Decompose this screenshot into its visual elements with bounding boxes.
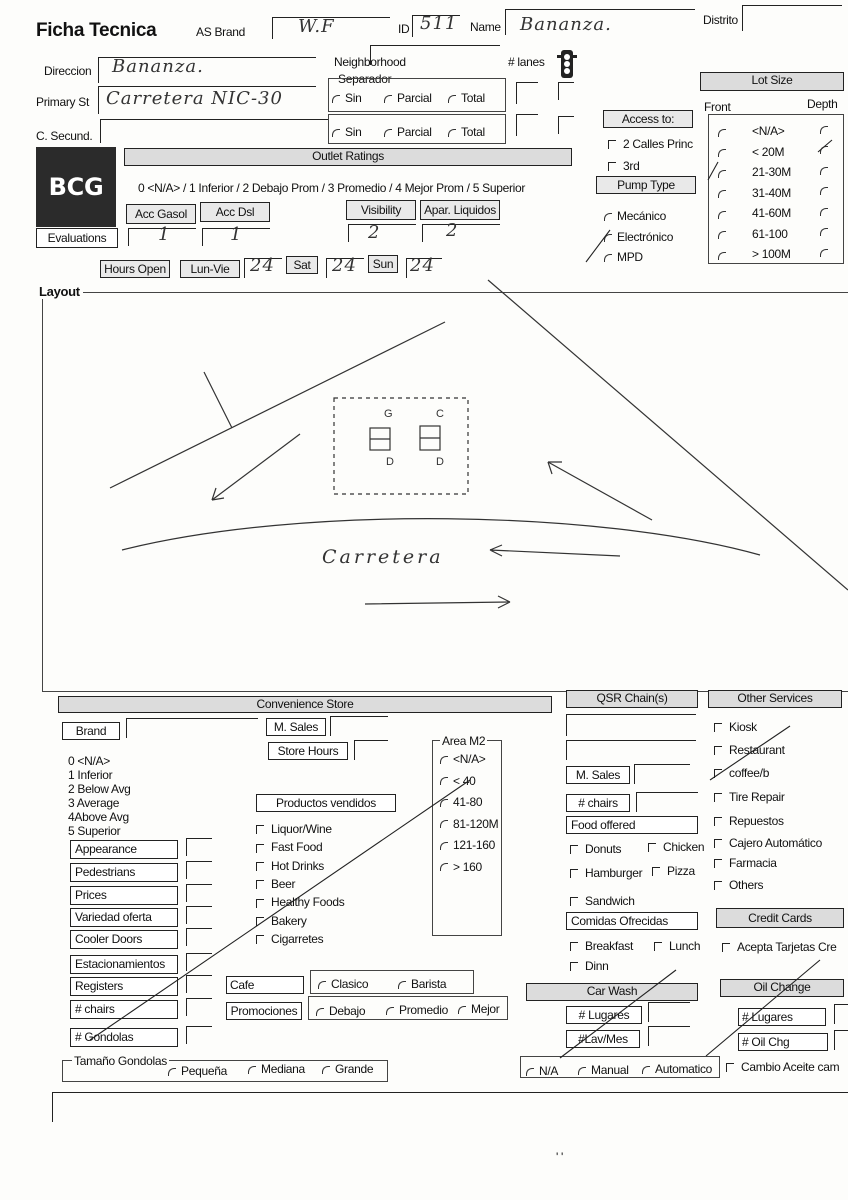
sep1-parcial[interactable]: Parcial bbox=[384, 91, 432, 105]
checkbox-icon bbox=[608, 162, 616, 171]
secund-field[interactable] bbox=[100, 119, 328, 143]
sketch-letter-d1: D bbox=[386, 456, 394, 468]
lot-depth-radio[interactable] bbox=[820, 122, 833, 136]
radio-icon bbox=[718, 170, 726, 178]
checkbox-icon bbox=[648, 843, 656, 852]
checkbox-icon bbox=[714, 723, 722, 732]
checkbox-icon bbox=[654, 942, 662, 951]
lot-size-label: 31-40M bbox=[752, 185, 791, 200]
oil-lugares-label: # Lugares bbox=[738, 1008, 826, 1026]
radio-icon bbox=[440, 799, 448, 807]
radio-icon bbox=[718, 231, 726, 239]
tamano-grande[interactable]: Grande bbox=[322, 1062, 373, 1076]
radio-icon bbox=[440, 820, 448, 828]
radio-icon bbox=[322, 1066, 330, 1074]
visibility-field[interactable] bbox=[348, 224, 416, 242]
radio-icon bbox=[448, 95, 456, 103]
lot-size-label: <N/A> bbox=[752, 124, 785, 138]
radio-icon bbox=[718, 190, 726, 198]
sep2-sin[interactable]: Sin bbox=[332, 125, 361, 139]
radio-icon bbox=[332, 95, 340, 103]
producto-checkbox[interactable]: Fast Food bbox=[256, 840, 322, 854]
qsr-title: QSR Chain(s) bbox=[566, 690, 698, 708]
direccion-value: Bananza. bbox=[112, 56, 204, 77]
checkbox-icon bbox=[714, 859, 722, 868]
acc-dsl-value: 1 bbox=[230, 224, 243, 245]
radio-icon bbox=[604, 254, 612, 262]
qsr-msales-label: M. Sales bbox=[566, 766, 630, 784]
evaluations-label: Evaluations bbox=[36, 228, 118, 248]
ratings-scale: 0 <N/A> / 1 Inferior / 2 Debajo Prom / 3 Promedio / 4 Mejor Prom / 5 Superior bbox=[138, 181, 526, 195]
radio-icon bbox=[718, 149, 726, 157]
oil-lugares-field[interactable] bbox=[834, 1004, 848, 1024]
area-radio[interactable]: < 40 bbox=[440, 774, 476, 788]
apar-liquidos-value: 2 bbox=[446, 220, 459, 241]
oil-chg-label: # Oil Chg bbox=[738, 1033, 828, 1051]
radio-icon bbox=[718, 211, 726, 219]
sep1-sin[interactable]: Sin bbox=[332, 91, 361, 105]
promo-mejor[interactable]: Mejor bbox=[458, 1002, 500, 1016]
qsr-chairs-label: # chairs bbox=[566, 794, 630, 812]
radio-icon bbox=[820, 208, 828, 216]
rated-item-field[interactable] bbox=[186, 953, 212, 971]
comida-breakfast[interactable]: Breakfast bbox=[570, 939, 633, 953]
producto-checkbox[interactable]: Bakery bbox=[256, 914, 307, 928]
as-brand-label: AS Brand bbox=[196, 25, 245, 39]
scale-line: 3 Average bbox=[68, 796, 120, 810]
front-label: Front bbox=[704, 100, 731, 114]
producto-checkbox[interactable]: Liquor/Wine bbox=[256, 822, 332, 836]
lot-depth-radio[interactable] bbox=[820, 225, 833, 239]
lot-depth-radio[interactable] bbox=[820, 245, 833, 259]
other-service-checkbox[interactable]: coffee/b bbox=[714, 766, 769, 780]
checkbox-icon bbox=[722, 943, 730, 952]
producto-checkbox[interactable]: Beer bbox=[256, 877, 295, 891]
visibility-value: 2 bbox=[368, 222, 381, 243]
radio-icon bbox=[168, 1068, 176, 1076]
pump-mecanico[interactable]: Mecánico bbox=[604, 209, 666, 223]
neighborhood-label: Neighborhood bbox=[334, 55, 406, 69]
lanes-label: # lanes bbox=[508, 55, 545, 69]
store-msales-label: M. Sales bbox=[266, 718, 326, 736]
comida-dinn[interactable]: Dinn bbox=[570, 959, 608, 973]
lot-size-label: 41-60M bbox=[752, 206, 791, 220]
area-radio[interactable]: <N/A> bbox=[440, 752, 486, 766]
acc-dsl-label: Acc Dsl bbox=[200, 202, 270, 222]
area-radio[interactable]: > 160 bbox=[440, 860, 482, 874]
radio-icon bbox=[332, 129, 340, 137]
promociones-label: Promociones bbox=[226, 1002, 302, 1020]
primary-st-label: Primary St bbox=[36, 95, 90, 109]
carwash-automatico[interactable]: Automatico bbox=[642, 1062, 712, 1076]
checkbox-icon bbox=[256, 825, 264, 834]
id-label: ID bbox=[398, 22, 410, 36]
radio-icon bbox=[604, 234, 612, 242]
bcg-logo: BCG bbox=[36, 147, 116, 227]
rated-item-field[interactable] bbox=[186, 906, 212, 924]
as-brand-value: W.F bbox=[298, 16, 335, 37]
lot-size-label: 61-100 bbox=[752, 226, 788, 241]
scale-line: 2 Below Avg bbox=[68, 782, 131, 796]
cafe-barista[interactable]: Barista bbox=[398, 977, 446, 991]
checkbox-icon bbox=[570, 897, 578, 906]
sketch-letter-c: C bbox=[436, 408, 444, 420]
rated-item-label: # Gondolas bbox=[70, 1028, 178, 1047]
radio-icon bbox=[820, 187, 828, 195]
access-3rd[interactable]: 3rd bbox=[608, 159, 639, 173]
carwash-lavmes-field[interactable] bbox=[648, 1026, 690, 1046]
radio-icon bbox=[718, 252, 726, 260]
radio-icon bbox=[604, 213, 612, 221]
sep2-total[interactable]: Total bbox=[448, 125, 485, 139]
radio-icon bbox=[384, 129, 392, 137]
checkbox-icon bbox=[608, 140, 616, 149]
lot-size-label: < 20M bbox=[752, 144, 785, 159]
sketch-letter-d2: D bbox=[436, 456, 444, 468]
qsr-food-offered-label: Food offered bbox=[566, 816, 698, 834]
acc-gasol-label: Acc Gasol bbox=[126, 204, 196, 224]
area-radio[interactable]: 121-160 bbox=[440, 838, 495, 852]
store-brand-label: Brand bbox=[62, 722, 120, 740]
distrito-label: Distrito bbox=[703, 13, 738, 27]
scale-line: 1 Inferior bbox=[68, 768, 113, 782]
lot-size-label: > 100M bbox=[752, 247, 791, 261]
lot-depth-radio[interactable] bbox=[820, 163, 833, 177]
other-service-checkbox[interactable]: Farmacia bbox=[714, 856, 777, 870]
separador-label: Separador bbox=[338, 72, 392, 86]
qsr-chain-field-2[interactable] bbox=[566, 740, 696, 760]
sketch-road-label: Carretera bbox=[322, 546, 444, 568]
layout-title: Layout bbox=[36, 284, 83, 299]
sat-value: 24 bbox=[332, 255, 357, 276]
checkbox-icon bbox=[256, 935, 264, 944]
radio-icon bbox=[718, 129, 726, 137]
other-service-checkbox[interactable]: Kiosk bbox=[714, 720, 757, 734]
checkbox-icon bbox=[570, 869, 578, 878]
rated-item-label: Prices bbox=[70, 886, 178, 905]
radio-icon bbox=[440, 777, 448, 785]
oil-chg-field[interactable] bbox=[834, 1030, 848, 1050]
lot-depth-radio[interactable] bbox=[820, 184, 833, 198]
rated-item-field[interactable] bbox=[186, 975, 212, 993]
cafe-label: Cafe bbox=[226, 976, 304, 994]
apar-liquidos-field[interactable] bbox=[422, 224, 500, 242]
lot-depth-radio[interactable] bbox=[820, 143, 833, 157]
convenience-store-title: Convenience Store bbox=[58, 696, 552, 713]
checkbox-icon bbox=[714, 839, 722, 848]
secund-label: C. Secund. bbox=[36, 129, 93, 143]
store-msales-field[interactable] bbox=[330, 716, 388, 736]
checkbox-icon bbox=[256, 917, 264, 926]
lot-size-title: Lot Size bbox=[700, 72, 844, 91]
rated-item-field[interactable] bbox=[186, 838, 212, 856]
lun-vie-label: Lun-Vie bbox=[180, 260, 240, 278]
lot-front-radio[interactable] bbox=[718, 146, 731, 160]
name-label: Name bbox=[470, 20, 501, 34]
lanes-field-2[interactable] bbox=[558, 82, 574, 100]
producto-checkbox[interactable]: Cigarretes bbox=[256, 932, 323, 946]
comida-lunch[interactable]: Lunch bbox=[654, 939, 700, 953]
tamano-label: Tamaño Gondolas bbox=[74, 1054, 167, 1068]
distrito-field[interactable] bbox=[742, 5, 842, 31]
carwash-lugares-label: # Lugares bbox=[566, 1006, 642, 1024]
name-value: Bananza. bbox=[520, 14, 612, 35]
lun-vie-value: 24 bbox=[250, 255, 275, 276]
id-value: 511 bbox=[420, 13, 458, 34]
tamano-pequena[interactable]: Pequeña bbox=[168, 1064, 227, 1078]
traffic-light-icon bbox=[556, 48, 578, 80]
lot-front-radio[interactable] bbox=[718, 125, 731, 139]
cafe-clasico[interactable]: Clasico bbox=[318, 977, 368, 991]
credit-acepta[interactable]: Acepta Tarjetas Cre bbox=[722, 940, 836, 954]
comidas-label: Comidas Ofrecidas bbox=[566, 912, 698, 930]
apar-liquidos-label: Apar. Liquidos bbox=[420, 200, 500, 220]
rated-item-label: Cooler Doors bbox=[70, 930, 178, 949]
acc-gasol-value: 1 bbox=[158, 224, 171, 245]
carwash-lugares-field[interactable] bbox=[648, 1002, 690, 1022]
lot-front-radio[interactable] bbox=[718, 248, 731, 262]
checkbox-icon bbox=[256, 862, 264, 871]
checkbox-icon bbox=[652, 867, 660, 876]
hours-open-label: Hours Open bbox=[100, 260, 170, 278]
promo-promedio[interactable]: Promedio bbox=[386, 1003, 448, 1017]
promo-debajo[interactable]: Debajo bbox=[316, 1004, 365, 1018]
area-radio[interactable]: 81-120M bbox=[440, 817, 498, 831]
rated-item-label: Estacionamientos bbox=[70, 955, 178, 974]
checkbox-icon bbox=[714, 817, 722, 826]
comments-field[interactable] bbox=[52, 1092, 848, 1122]
sep2-parcial[interactable]: Parcial bbox=[384, 125, 432, 139]
radio-icon bbox=[820, 146, 828, 154]
other-services-title: Other Services bbox=[708, 690, 842, 708]
store-scale-list bbox=[68, 754, 131, 838]
qsr-msales-field[interactable] bbox=[634, 764, 690, 784]
pump-mpd[interactable]: MPD bbox=[604, 250, 643, 264]
pump-type-title: Pump Type bbox=[596, 176, 696, 194]
footer-mark: ' ' bbox=[556, 1150, 564, 1164]
lot-front-radio[interactable] bbox=[718, 187, 731, 201]
radio-icon bbox=[440, 842, 448, 850]
qsr-chairs-field[interactable] bbox=[636, 792, 698, 812]
rated-item-label: # chairs bbox=[70, 1000, 178, 1019]
radio-icon bbox=[820, 249, 828, 257]
radio-icon bbox=[386, 1007, 394, 1015]
rated-item-field[interactable] bbox=[186, 861, 212, 879]
depth-label: Depth bbox=[807, 97, 838, 111]
checkbox-icon bbox=[570, 942, 578, 951]
store-hours-label: Store Hours bbox=[268, 742, 348, 760]
area-radio[interactable]: 41-80 bbox=[440, 795, 482, 809]
checkbox-icon bbox=[714, 746, 722, 755]
car-wash-title: Car Wash bbox=[526, 983, 698, 1001]
sep1-total[interactable]: Total bbox=[448, 91, 485, 105]
store-hours-field[interactable] bbox=[354, 740, 388, 760]
rated-item-field[interactable] bbox=[186, 998, 212, 1016]
oil-cambio-aceite[interactable]: Cambio Aceite cam bbox=[726, 1060, 839, 1074]
other-service-checkbox[interactable]: Others bbox=[714, 878, 763, 892]
checkbox-icon bbox=[256, 880, 264, 889]
lanes-field-1[interactable] bbox=[516, 82, 538, 104]
radio-icon bbox=[820, 167, 828, 175]
page-title: Ficha Tecnica bbox=[36, 20, 157, 41]
rated-item-label: Variedad oferta bbox=[70, 908, 178, 927]
scale-line: 0 <N/A> bbox=[68, 754, 110, 768]
radio-icon bbox=[820, 126, 828, 134]
food-donuts[interactable]: Donuts bbox=[570, 842, 621, 856]
lanes-field-3[interactable] bbox=[516, 114, 538, 136]
other-service-checkbox[interactable]: Repuestos bbox=[714, 814, 784, 828]
lot-size-label: 21-30M bbox=[752, 165, 791, 179]
direccion-label: Direccion bbox=[44, 64, 92, 78]
radio-icon bbox=[440, 756, 448, 764]
productos-title: Productos vendidos bbox=[256, 794, 396, 812]
radio-icon bbox=[440, 863, 448, 871]
food-sandwich[interactable]: Sandwich bbox=[570, 894, 635, 908]
radio-icon bbox=[820, 228, 828, 236]
store-brand-field[interactable] bbox=[126, 718, 258, 738]
qsr-chain-field-1[interactable] bbox=[566, 714, 696, 736]
scale-line: 4Above Avg bbox=[68, 810, 129, 824]
lanes-field-4[interactable] bbox=[558, 116, 574, 134]
other-service-checkbox[interactable]: Tire Repair bbox=[714, 790, 785, 804]
radio-icon bbox=[316, 1008, 324, 1016]
radio-icon bbox=[384, 95, 392, 103]
radio-icon bbox=[578, 1067, 586, 1075]
visibility-label: Visibility bbox=[346, 200, 416, 220]
radio-icon bbox=[398, 981, 406, 989]
food-pizza[interactable]: Pizza bbox=[652, 864, 695, 878]
checkbox-icon bbox=[256, 899, 264, 908]
other-service-checkbox[interactable]: Cajero Automático bbox=[714, 836, 822, 850]
rated-item-field[interactable] bbox=[186, 928, 212, 946]
tamano-mediana[interactable]: Mediana bbox=[248, 1062, 305, 1076]
pump-electronico[interactable]: Electrónico bbox=[604, 230, 673, 244]
carwash-lavmes-label: #Lav/Mes bbox=[566, 1030, 640, 1048]
checkbox-icon bbox=[570, 962, 578, 971]
primary-st-value: Carretera NIC-30 bbox=[106, 88, 283, 109]
credit-cards-title: Credit Cards bbox=[716, 908, 844, 928]
carwash-na[interactable]: N/A bbox=[526, 1064, 558, 1078]
neighborhood-field[interactable] bbox=[370, 45, 500, 65]
radio-icon bbox=[318, 981, 326, 989]
scale-line: 5 Superior bbox=[68, 824, 121, 838]
rated-item-label: Appearance bbox=[70, 840, 178, 859]
food-hamburger[interactable]: Hamburger bbox=[570, 866, 642, 880]
rated-item-label: Pedestrians bbox=[70, 863, 178, 882]
radio-icon bbox=[448, 129, 456, 137]
layout-panel bbox=[42, 292, 848, 692]
checkbox-icon bbox=[714, 881, 722, 890]
radio-icon bbox=[248, 1066, 256, 1074]
rated-item-field[interactable] bbox=[186, 884, 212, 902]
producto-checkbox[interactable]: Hot Drinks bbox=[256, 859, 324, 873]
radio-icon bbox=[458, 1006, 466, 1014]
sun-label: Sun bbox=[368, 255, 398, 273]
radio-icon bbox=[642, 1066, 650, 1074]
other-service-checkbox[interactable]: Restaurant bbox=[714, 743, 785, 757]
rated-item-label: Registers bbox=[70, 977, 178, 996]
sketch-letter-g: G bbox=[384, 408, 393, 420]
sun-value: 24 bbox=[410, 255, 435, 276]
producto-checkbox[interactable]: Healthy Foods bbox=[256, 895, 344, 909]
lot-front-radio[interactable] bbox=[718, 166, 731, 180]
lot-depth-radio[interactable] bbox=[820, 204, 833, 218]
checkbox-icon bbox=[726, 1063, 734, 1072]
checkbox-icon bbox=[570, 845, 578, 854]
access-to-title: Access to: bbox=[603, 110, 693, 128]
radio-icon bbox=[526, 1068, 534, 1076]
sat-label: Sat bbox=[286, 256, 318, 274]
checkbox-icon bbox=[256, 844, 264, 853]
rated-item-field[interactable] bbox=[186, 1026, 212, 1044]
checkbox-icon bbox=[714, 769, 722, 778]
access-2calles[interactable]: 2 Calles Princ bbox=[608, 137, 693, 151]
lot-front-radio[interactable] bbox=[718, 207, 731, 221]
oil-change-title: Oil Change bbox=[720, 979, 844, 997]
food-chicken[interactable]: Chicken bbox=[648, 840, 704, 854]
carwash-manual[interactable]: Manual bbox=[578, 1063, 629, 1077]
lot-front-radio[interactable] bbox=[718, 228, 731, 242]
outlet-ratings-title: Outlet Ratings bbox=[124, 148, 572, 166]
area-title: Area M2 bbox=[442, 734, 486, 748]
checkbox-icon bbox=[714, 793, 722, 802]
